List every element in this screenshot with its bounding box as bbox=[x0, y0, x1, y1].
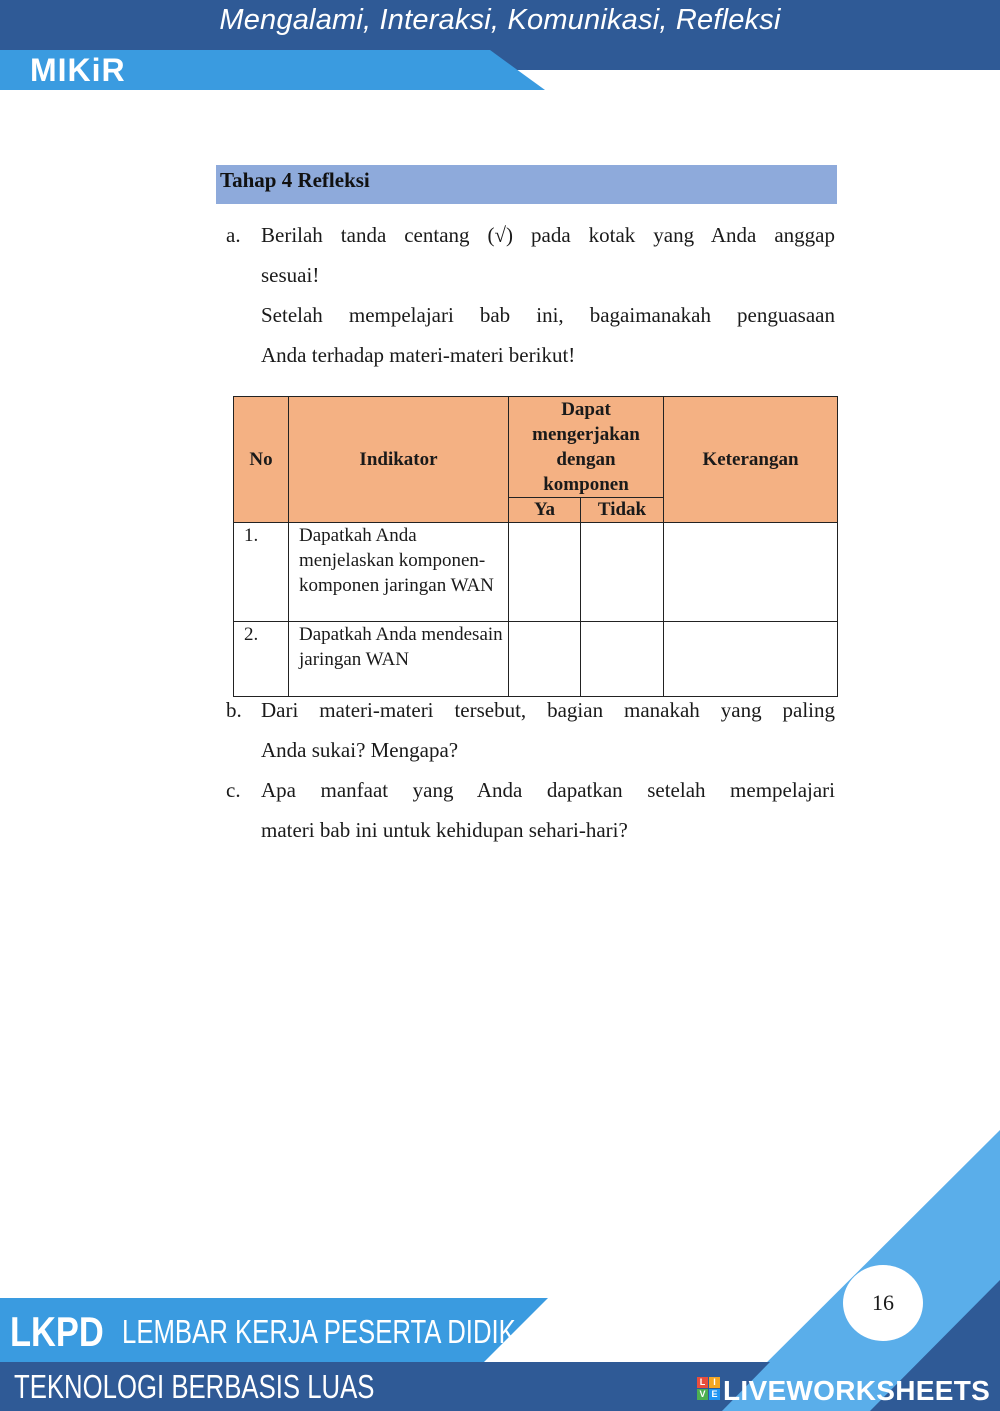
section-title: Tahap 4 Refleksi bbox=[220, 168, 370, 192]
brand-logo-text: MIKiR bbox=[30, 52, 126, 88]
item-a-marker: a. bbox=[226, 223, 241, 247]
item-a-line-4: Anda terhadap materi-materi berikut! bbox=[261, 343, 576, 367]
item-b-line-2: Anda sukai? Mengapa? bbox=[261, 738, 459, 762]
logo-letter: L bbox=[697, 1377, 708, 1388]
row-indikator: Dapatkah Anda mendesain jaringan WAN bbox=[289, 622, 509, 697]
item-a-line-2: sesuai! bbox=[261, 263, 320, 287]
header-indikator: Indikator bbox=[289, 397, 509, 523]
liveworksheets-icon bbox=[697, 1377, 721, 1401]
header-tidak: Tidak bbox=[581, 498, 664, 523]
checkbox-tidak[interactable] bbox=[581, 622, 664, 697]
item-a-line-3: Setelah mempelajari bab ini, bagaimanakah penguasaan bbox=[261, 303, 835, 327]
checkbox-ya[interactable] bbox=[509, 622, 581, 697]
row-indikator: Dapatkah Anda menjelaskan komponen-komponen jaringan WAN bbox=[289, 523, 509, 622]
liveworksheets-logo bbox=[697, 1375, 990, 1407]
reflection-table bbox=[233, 396, 837, 696]
row-number: 2. bbox=[234, 622, 289, 697]
header-dapat-mengerjakan: Dapat mengerjakan dengan komponen bbox=[509, 397, 664, 498]
header-title: Mengalami, Interaksi, Komunikasi, Refleksi bbox=[219, 4, 781, 36]
item-c-marker: c. bbox=[226, 778, 241, 802]
keterangan-field[interactable] bbox=[664, 523, 838, 622]
logo-letter: E bbox=[709, 1389, 720, 1400]
header-no: No bbox=[234, 397, 289, 523]
header-ya: Ya bbox=[509, 498, 581, 523]
liveworksheets-text: LIVEWORKSHEETS bbox=[723, 1375, 991, 1406]
item-a-line-1: Berilah tanda centang (√) pada kotak yang Anda anggap bbox=[261, 223, 835, 247]
keterangan-field[interactable] bbox=[664, 622, 838, 697]
logo-letter: I bbox=[709, 1377, 720, 1388]
lkpd-label: LKPD bbox=[10, 1308, 104, 1355]
item-b-marker: b. bbox=[226, 698, 242, 722]
header-keterangan: Keterangan bbox=[664, 397, 838, 523]
row-number: 1. bbox=[234, 523, 289, 622]
footer-subject: TEKNOLOGI BERBASIS LUAS bbox=[14, 1368, 375, 1405]
item-c-line-2: materi bab ini untuk kehidupan sehari-hari? bbox=[261, 818, 628, 842]
lkpd-full-label: LEMBAR KERJA PESERTA DIDIK bbox=[122, 1313, 516, 1350]
table-row bbox=[234, 523, 838, 622]
section-title-bar bbox=[216, 165, 837, 204]
table-row bbox=[234, 622, 838, 697]
logo-letter: V bbox=[697, 1389, 708, 1400]
checkbox-ya[interactable] bbox=[509, 523, 581, 622]
item-b-line-1: Dari materi-materi tersebut, bagian manakah yang paling bbox=[261, 698, 835, 722]
checkbox-tidak[interactable] bbox=[581, 523, 664, 622]
page-number: 16 bbox=[843, 1265, 923, 1341]
item-c-line-1: Apa manfaat yang Anda dapatkan setelah mempelajari bbox=[261, 778, 835, 802]
